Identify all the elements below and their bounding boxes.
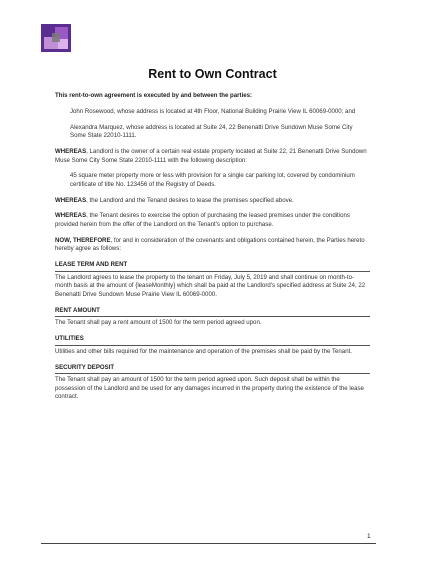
whereas-clause-1: WHEREAS, Landlord is the owner of a certain real estate property located at Suite 22, 21 Benenatti Drive Sundown Muse Some City Some State 22010-1111 with the following description:: [55, 147, 367, 164]
section-body-security-deposit: The Tenant shall pay an amount of 1500 for the term period agreed upon. Such deposit shall be within the possession of the Landlord and be used for any damages incurred in the property during the existence of the lease contract.: [55, 376, 364, 401]
footer-divider: [41, 543, 376, 544]
section-heading-lease-term: LEASE TERM AND RENT: [55, 261, 370, 272]
section-heading-security-deposit: SECURITY DEPOSIT: [55, 364, 370, 375]
whereas-clause-2: WHEREAS, the Landlord and the Tenand desires to lease the premises specified above.: [55, 196, 294, 204]
whereas-clause-3: WHEREAS, the Tenant desires to exercise the option of purchasing the leased premises under the conditions provided herein from the offer of the Landlord on the Tenant's option to purchase.: [55, 212, 350, 229]
section-heading-rent-amount: RENT AMOUNT: [55, 307, 370, 318]
section-body-rent-amount: The Tenant shall pay a rent amount of 1500 for the term period agreed upon.: [55, 319, 262, 327]
intro-text: This rent-to-own agreement is executed by and between the parties:: [55, 92, 253, 99]
party-1-text: John Rosewood, whose address is located at 4th Floor, National Building Prairie View IL 60069-0000; and: [70, 107, 356, 115]
section-body-lease-term: The Landlord agrees to lease the property to the tenant on Friday, July 5, 2019 and shall continue on month-to-month basis at the amount of {leaseMonthly} which shall ba paid at the Landlord's specified address at Suite 24, 22 Benenatti Drive Sundown Muse Prairie View IL 60069-0000.: [55, 273, 366, 298]
document-title: Rent to Own Contract: [148, 67, 277, 81]
contract-body: [55, 92, 370, 409]
logo-graphic: [41, 24, 71, 52]
section-body-utilities: Utilities and other bills required for the maintenance and operation of the premises shall be paid by the Tenant.: [55, 347, 352, 355]
page-number: 1: [367, 533, 371, 540]
property-description: 45 square meter property more or less with provision for a single car parking lot, covered by condominium certificate of title No. 123456 of the Registry of Deeds.: [70, 172, 355, 188]
company-logo: [41, 24, 71, 52]
party-2-text: Alexandra Marquez, whose address is located at Suite 24, 22 Benenatti Drive Sundown Muse Some City Some State 22010-1111.: [70, 123, 353, 140]
now-therefore-clause: NOW, THEREFORE, for and in consideration of the covenants and obligations contained herein, the Parties hereto hereby agree as follows:: [55, 236, 365, 253]
section-heading-utilities: UTILITIES: [55, 335, 370, 346]
